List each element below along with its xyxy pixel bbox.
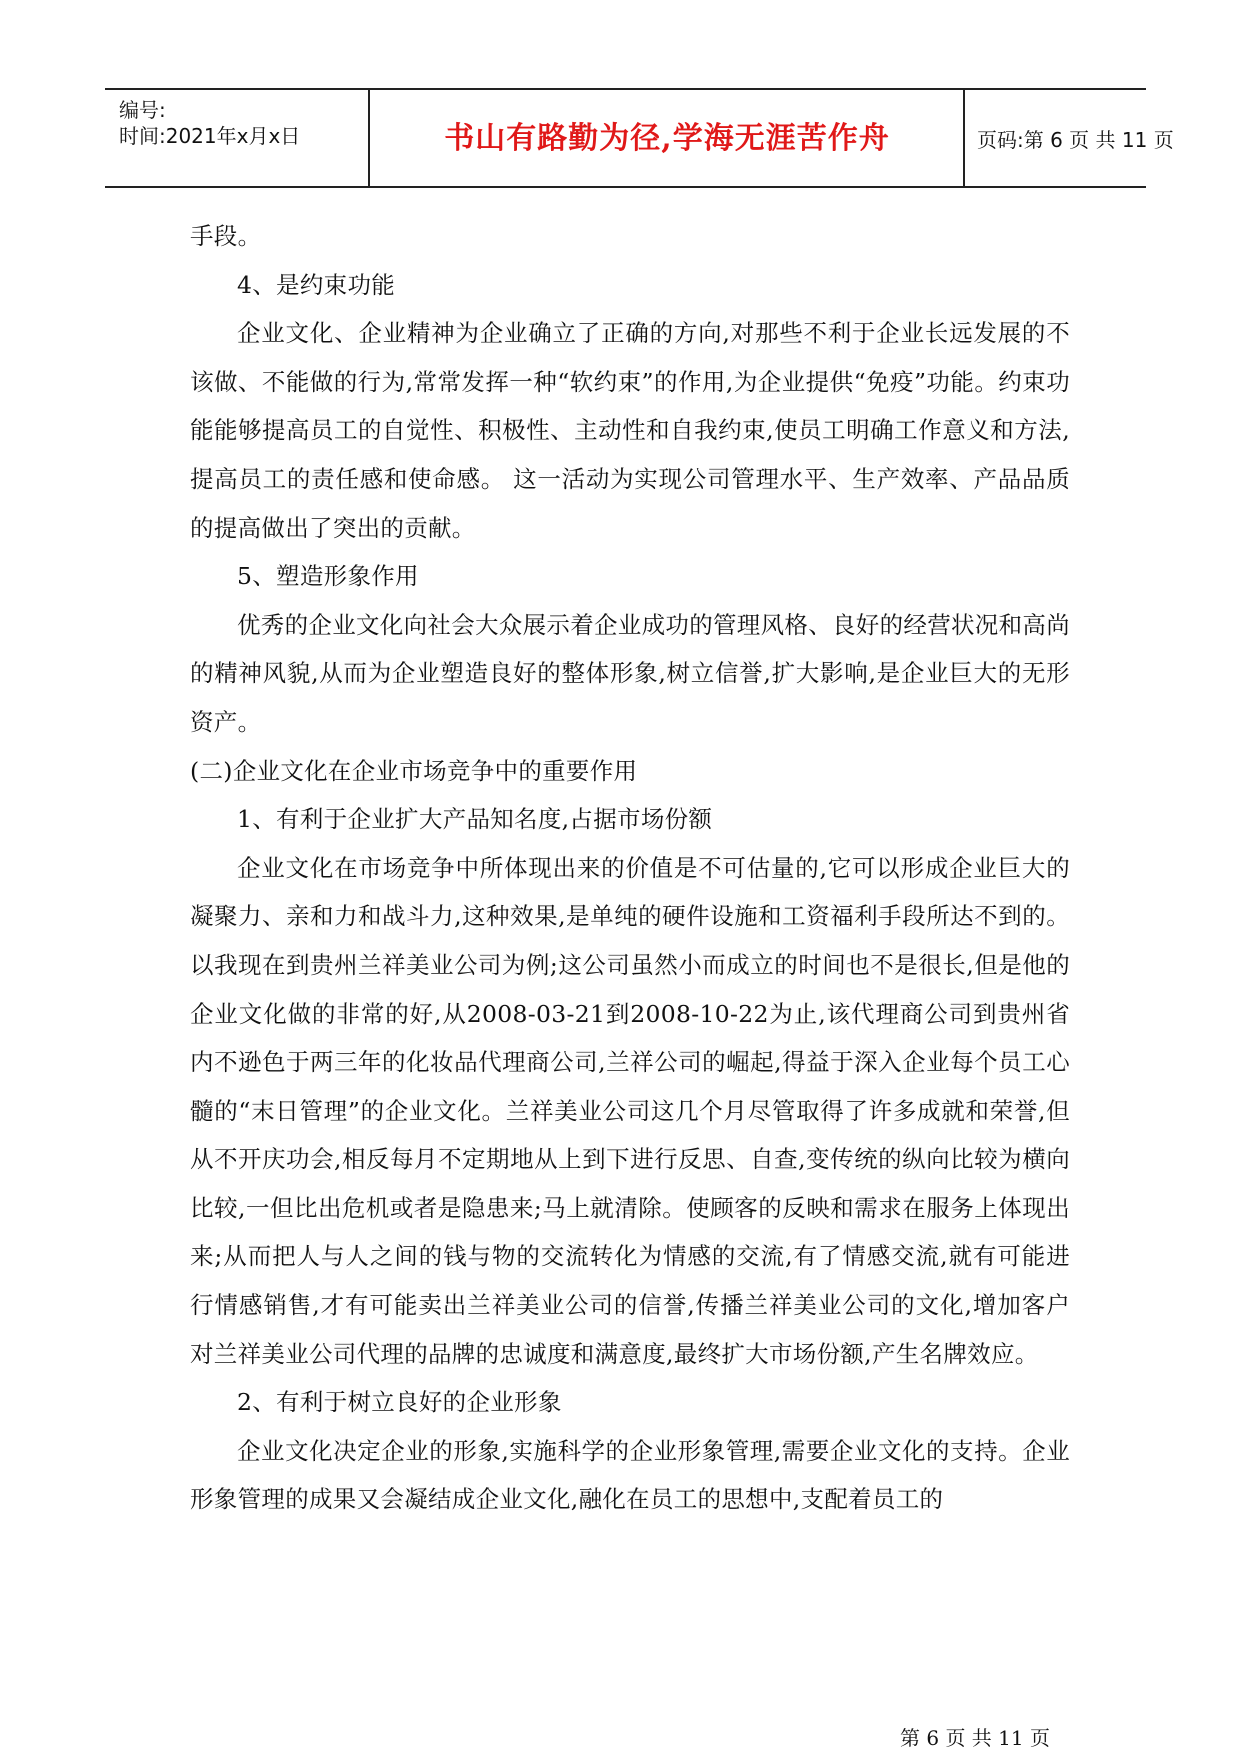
paragraph: 企业文化决定企业的形象,实施科学的企业形象管理,需要企业文化的支持。企业形象管理的成果又会凝结成企业文化,融化在员工的思想中,支配着员工的 (190, 1436, 1070, 1514)
paragraph: 优秀的企业文化向社会大众展示着企业成功的管理风格、良好的经营状况和高尚的精神风貌,从而为企业塑造良好的整体形象,树立信誉,扩大影响,是企业巨大的无形资产。 (190, 610, 1070, 736)
section-heading: 2、有利于树立良好的企业形象 (237, 1388, 562, 1417)
document-header (105, 88, 1174, 188)
header-motto: 书山有路勤为径,学海无涯苦作舟 (444, 121, 890, 156)
page-footer: 第 6 页 共 11 页 (900, 1726, 1050, 1750)
header-page-label: 页码:第 6 页 共 11 页 (977, 128, 1174, 152)
section-heading: (二)企业文化在企业市场竞争中的重要作用 (190, 756, 638, 785)
header-meta (105, 90, 367, 186)
header-motto-cell (371, 90, 963, 186)
section-heading: 1、有利于企业扩大产品知名度,占据市场份额 (237, 805, 713, 834)
paragraph: 企业文化在市场竞争中所体现出来的价值是不可估量的,它可以形成企业巨大的凝聚力、亲和力和战斗力,这种效果,是单纯的硬件设施和工资福利手段所达不到的。以我现在到贵州兰祥美业公司为例;这公司虽然小而成立的时间也不是很长,但是他的企业文化做的非常的好,从2008-03-21到2008-10-22为止,该代理商公司到贵州省内不逊色于两三年的化妆品代理商公司,兰祥公司的崛起,得益于深入企业每个员工心髓的“末日管理”的企业文化。兰祥美业公司这几个月尽管取得了许多成就和荣誉,但从不开庆功会,相反每月不定期地从上到下进行反思、自查,变传统的纵向比较为横向比较,一但比出危机或者是隐患来;马上就清除。使顾客的反映和需求在服务上体现出来;从而把人与人之间的钱与物的交流转化为情感的交流,有了情感交流,就有可能进行情感销售,才有可能卖出兰祥美业公司的信誉,传播兰祥美业公司的文化,增加客户对兰祥美业公司代理的品牌的忠诚度和满意度,最终扩大市场份额,产生名牌效应。 (190, 853, 1070, 1368)
header-divider (963, 90, 965, 186)
section-heading: 5、塑造形象作用 (237, 562, 419, 591)
paragraph: 手段。 (190, 222, 262, 250)
paragraph: 企业文化、企业精神为企业确立了正确的方向,对那些不利于企业长远发展的不该做、不能做的行为,常常发挥一种“软约束”的作用,为企业提供“免疫”功能。约束功能能够提高员工的自觉性、积极性、主动性和自我约束,使员工明确工作意义和方法,提高员工的责任感和使命感。 这一活动为实现公司管理水平、生产效率、产品品质的提高做出了突出的贡献。 (190, 319, 1070, 542)
section-heading: 4、是约束功能 (237, 270, 396, 299)
serial-label: 编号: (119, 98, 166, 122)
time-label: 时间:2021年x月x日 (119, 124, 301, 148)
document-body (190, 212, 1070, 1524)
header-divider (368, 90, 370, 186)
